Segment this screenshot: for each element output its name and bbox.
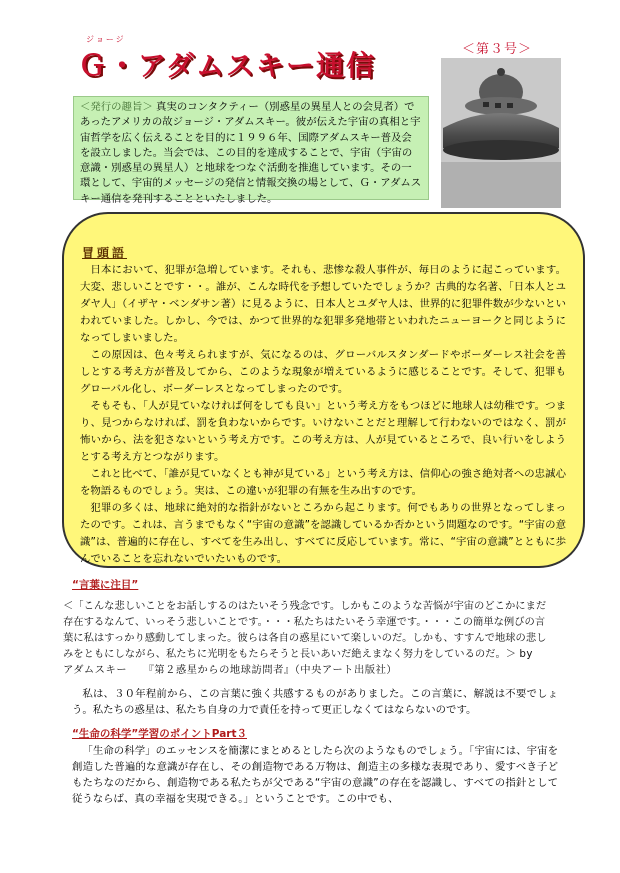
purpose-statement (73, 96, 429, 205)
newsletter-title: Ｇ・アダムスキー通信 (78, 49, 377, 82)
editorial-title: 冒頭語 (82, 246, 128, 260)
quote-text: ＜「こんな悲しいことをお話しするのはたいそう残念です。しかもこのような苦悩が宇宙のどこかにまだ存在するなんて、いっそう悲しいことです。・・・私たちはたいそう幸運です。・・・この簡単な例びの言葉に私はすっかり感動してしまった。彼らは各自の惑星にいて楽しいのだ。しかも、すすんで地球の悲しみをともにしながら、私たちに光明をもたらそうと長いあいだ絶えまなく努力をしているのだ。＞ (63, 600, 547, 660)
science-text: 「生命の科学」のエッセンスを簡潔にまとめるとしたら次のようなものでしょう。「宇宙には、宇宙を創造した普遍的な意識が存在し、その創造物である万物は、創造主の多様な表現であり、愛すべき子どもたちなのだから、創造物である私たちが父である“宇宙の意識”の存在を認識し、すべての指針として従うならば、真の幸福を実現できる。」ということです。この中でも、 (72, 745, 558, 805)
ufo-icon (441, 58, 561, 208)
title-ruby: ジョージ (86, 35, 126, 44)
editorial-paragraph: 犯罪の多くは、地球に絶対的な指針がないところから起こります。何でもありの世界となってしまったのです。これは、言うまでもなく“宇宙の意識”を認識しているか否かという問題なのです。“宇宙の意識”は、普遍的に存在し、すべてを生み出し、すべてに反応しています。常に、“宇宙の意識”とともに歩んでいることを忘れないでいたいものです。 (80, 502, 566, 565)
ufo-photo (441, 58, 561, 208)
editorial-body (80, 262, 566, 568)
quote-heading: “言葉に注目” (72, 579, 139, 591)
science-heading: “生命の科学”学習のポイントPart３ (72, 728, 247, 740)
quote-byline: by アダムスキー 『第２惑星からの地球訪問者』（中央アート出版社） (63, 648, 555, 676)
editorial-paragraph: この原因は、色々考えられますが、気になるのは、グローバルスタンダードやボーダーレス社会を善しとする考え方が普及してから、このような現象が増えているように感じることです。そして、犯罪もグローバル化し、ボーダーレスとなってしまったのです。 (80, 349, 566, 395)
editorial-paragraph: 日本において、犯罪が急増しています。それも、悲惨な殺人事件が、毎日のように起こっています。大変、悲しいことです・・。誰が、こんな時代を予想していたでしょうか？古典的な名著、「日本人とユダヤ人」（イザヤ・ベンダサン著）に見るように、日本人とユダヤ人は、世界的に犯罪件数が少ないといわれていました。しかし、今では、かつて世界的な犯罪多発地帯といわれたニューヨークと同じようになってしまいました。 (80, 264, 566, 344)
quote-comment: 私は、３０年程前から、この言葉に強く共感するものがありました。この言葉に、解説は不要でしょう。私たちの惑星は、私たち自身の力で責任を持って更正しなくてはならないのです。 (72, 688, 558, 716)
purpose-text: 真実のコンタクティー（別惑星の異星人との会見者）であったアメリカの故ジョージ・アダムスキー。彼が伝えた宇宙の真相と宇宙哲学を広く伝えることを目的に１９９６年、国際アダムスキー普及会を設立しました。当会では、この目的を達成することで、宇宙（宇宙の意識・別惑星の異星人）と地球をつなぐ活動を推進しています。その一環として、宇宙的メッセージの発信と情報交換の場として、Ｇ・アダムスキー通信を発刊することといたしました。 (80, 101, 422, 205)
editorial-paragraph: これと比べて、「誰が見ていなくとも神が見ている」という考え方は、信仰心の強さ絶対者への忠誠心を物語るものでしょう。実は、この違いが犯罪の有無を生み出すのです。 (80, 468, 566, 497)
issue-number: ＜第３号＞ (462, 42, 533, 57)
adamski-quote (63, 598, 555, 678)
purpose-label: ＜発行の趣旨＞ (80, 101, 153, 113)
editorial-paragraph: そもそも、「人が見ていなければ何をしても良い」という考え方をもつほどに地球人は幼稚です。つまり、見つからなければ、罰を負わないからです。いけないことだと理解して行わないのではなく、罰が怖いから、法を犯さないという考え方です。この考え方は、人が見ているところで、良い行いをしようとする考え方とつながります。 (80, 400, 566, 463)
